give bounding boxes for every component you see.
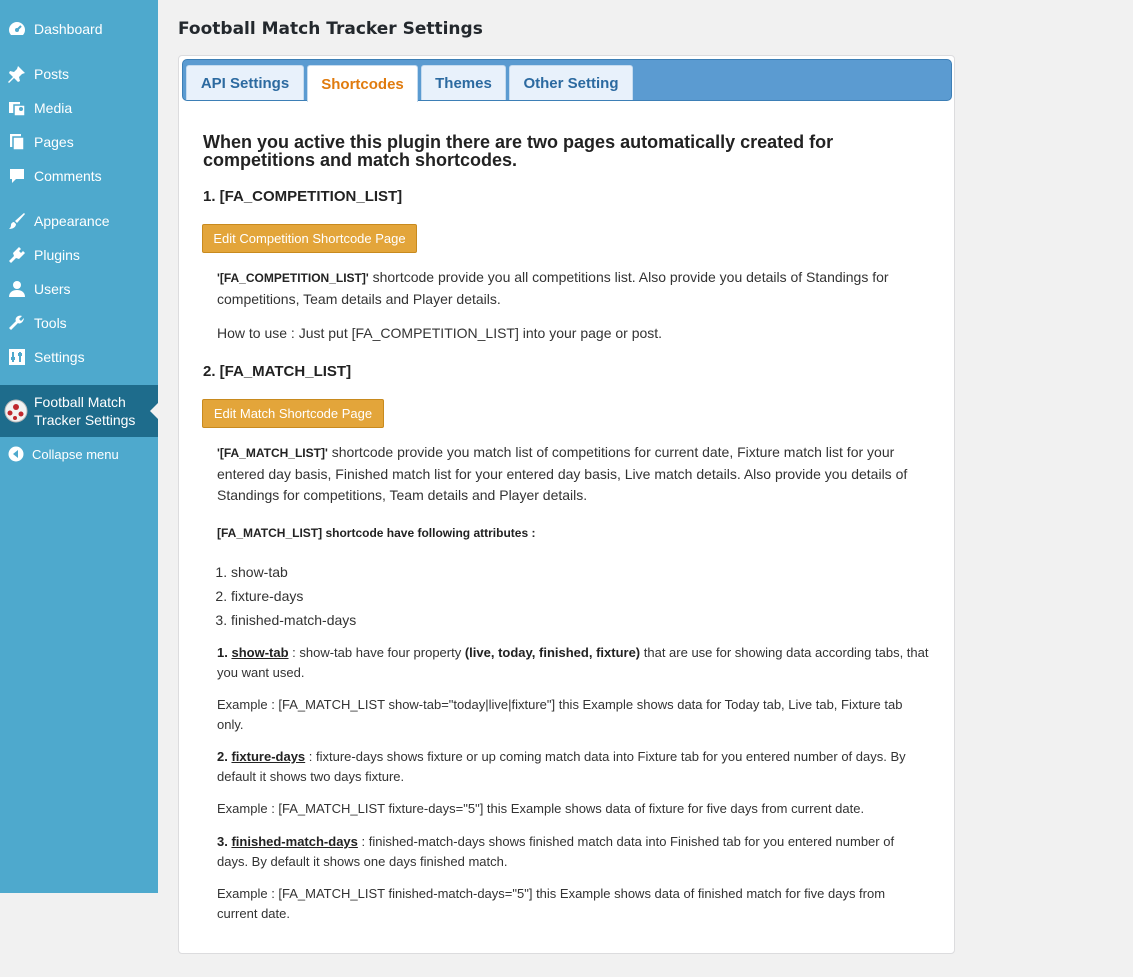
match-description-text: shortcode provide you match list of competitions for current date, Fixture match list for your entered day basis, Finished match list for your entered day basis, Live match details. Also provide you details of Standings for competitions, Team details and Player details.: [217, 444, 908, 503]
tab-api-settings[interactable]: API Settings: [186, 65, 304, 100]
sidebar-item-label: Comments: [34, 168, 102, 184]
tab-themes[interactable]: Themes: [421, 65, 506, 100]
sidebar-item-label: Appearance: [34, 213, 110, 229]
competition-shortcode-code: '[FA_COMPETITION_LIST]': [217, 271, 369, 285]
sidebar-item-settings[interactable]: [0, 340, 158, 374]
admin-sidebar: [0, 0, 158, 893]
match-description: [217, 442, 929, 506]
tab-shortcodes[interactable]: Shortcodes: [307, 65, 418, 102]
sidebar-item-label: Tools: [34, 315, 67, 331]
list-item: 2. fixture-days: [231, 584, 356, 608]
section-competition-title: 1. [FA_COMPETITION_LIST]: [203, 188, 403, 205]
soccer-ball-icon: [4, 399, 28, 423]
sidebar-item-comments[interactable]: [0, 159, 158, 193]
finished-match-days-desc-text: : finished-match-days shows finished match data into Finished tab for you entered number of days. By default it shows one days finished match.: [217, 834, 895, 869]
sidebar-item-appearance[interactable]: [0, 204, 158, 238]
sidebar-item-label-line1: Football Match: [34, 394, 126, 410]
sidebar-item-label: Users: [34, 281, 71, 297]
finished-match-days-description: [217, 832, 922, 872]
sidebar-item-football-match-tracker[interactable]: [0, 385, 158, 437]
show-tab-desc-text: : show-tab have four property: [288, 645, 465, 660]
sidebar-item-tools[interactable]: [0, 306, 158, 340]
sidebar-item-label: Settings: [34, 349, 85, 365]
sidebar-item-label: Media: [34, 100, 73, 116]
edit-competition-page-button[interactable]: Edit Competition Shortcode Page: [202, 224, 417, 253]
sidebar-item-label: [34, 393, 135, 429]
collapse-menu-label: Collapse menu: [32, 446, 119, 462]
intro-heading: When you active this plugin there are two pages automatically created for competitions and match shortcodes.: [203, 132, 834, 170]
competition-description: [217, 267, 917, 310]
sidebar-item-plugins[interactable]: [0, 238, 158, 272]
sidebar-item-label: Plugins: [34, 247, 80, 263]
show-tab-properties: (live, today, finished, fixture): [464, 645, 641, 660]
finished-match-days-example: Example : [FA_MATCH_LIST finished-match-days="5"] this Example shows data of finished match for five days from current date.: [217, 886, 886, 921]
section-match-title: 2. [FA_MATCH_LIST]: [203, 363, 352, 380]
media-icon: [8, 99, 26, 117]
fixture-days-name: fixture-days: [231, 749, 306, 764]
show-tab-name: show-tab: [231, 645, 289, 660]
show-tab-number: 1.: [217, 645, 232, 660]
tab-bar: [182, 59, 952, 101]
page-title: Football Match Tracker Settings: [178, 19, 483, 39]
attributes-heading: [FA_MATCH_LIST] shortcode have following attributes :: [217, 526, 536, 540]
pages-icon: [8, 133, 26, 151]
sidebar-item-label: Dashboard: [34, 21, 103, 37]
sidebar-item-media[interactable]: [0, 91, 158, 125]
active-indicator-arrow: [150, 403, 158, 419]
sidebar-item-dashboard[interactable]: [0, 12, 158, 46]
edit-match-page-button[interactable]: Edit Match Shortcode Page: [202, 399, 384, 428]
collapse-arrow-icon: [8, 446, 24, 462]
settings-icon: [8, 348, 26, 366]
list-item: 3. finished-match-days: [231, 608, 356, 632]
fixture-days-number: 2.: [217, 749, 232, 764]
collapse-menu-button[interactable]: [0, 437, 158, 471]
finished-match-days-name: finished-match-days: [231, 834, 358, 849]
competition-howto: How to use : Just put [FA_COMPETITION_LIST] into your page or post.: [217, 325, 663, 341]
attributes-list: [231, 560, 356, 632]
fixture-days-example: Example : [FA_MATCH_LIST fixture-days="5"] this Example shows data of fixture for five days from current date.: [217, 801, 865, 816]
competition-description-text: shortcode provide you all competitions list. Also provide you details of Standings for competitions, Team details and Player details.: [217, 269, 889, 307]
comment-icon: [8, 167, 26, 185]
sidebar-item-label-line2: Tracker Settings: [34, 412, 136, 428]
finished-match-days-number: 3.: [217, 834, 232, 849]
tab-other-setting[interactable]: Other Setting: [509, 65, 633, 100]
sidebar-item-posts[interactable]: [0, 57, 158, 91]
sidebar-item-pages[interactable]: [0, 125, 158, 159]
show-tab-desc-text2: that are use for showing data according tabs, that you want used.: [217, 645, 929, 680]
sidebar-item-label: Pages: [34, 134, 74, 150]
fixture-days-description: [217, 747, 922, 787]
show-tab-example: Example : [FA_MATCH_LIST show-tab="today|live|fixture"] this Example shows data for Today tab, Live tab, Fixture tab only.: [217, 697, 903, 732]
pin-icon: [8, 65, 26, 83]
settings-panel: [178, 55, 955, 954]
show-tab-description: [217, 643, 937, 683]
list-item: 1. show-tab: [231, 560, 356, 584]
user-icon: [8, 280, 26, 298]
match-shortcode-code: '[FA_MATCH_LIST]': [217, 446, 328, 460]
plugin-icon: [8, 246, 26, 264]
sidebar-item-label: Posts: [34, 66, 70, 82]
dashboard-icon: [8, 20, 26, 38]
wrench-icon: [8, 314, 26, 332]
brush-icon: [8, 212, 26, 230]
sidebar-item-users[interactable]: [0, 272, 158, 306]
fixture-days-desc-text: : fixture-days shows fixture or up coming match data into Fixture tab for you entered number of days. By default it shows two days fixture.: [217, 749, 906, 784]
